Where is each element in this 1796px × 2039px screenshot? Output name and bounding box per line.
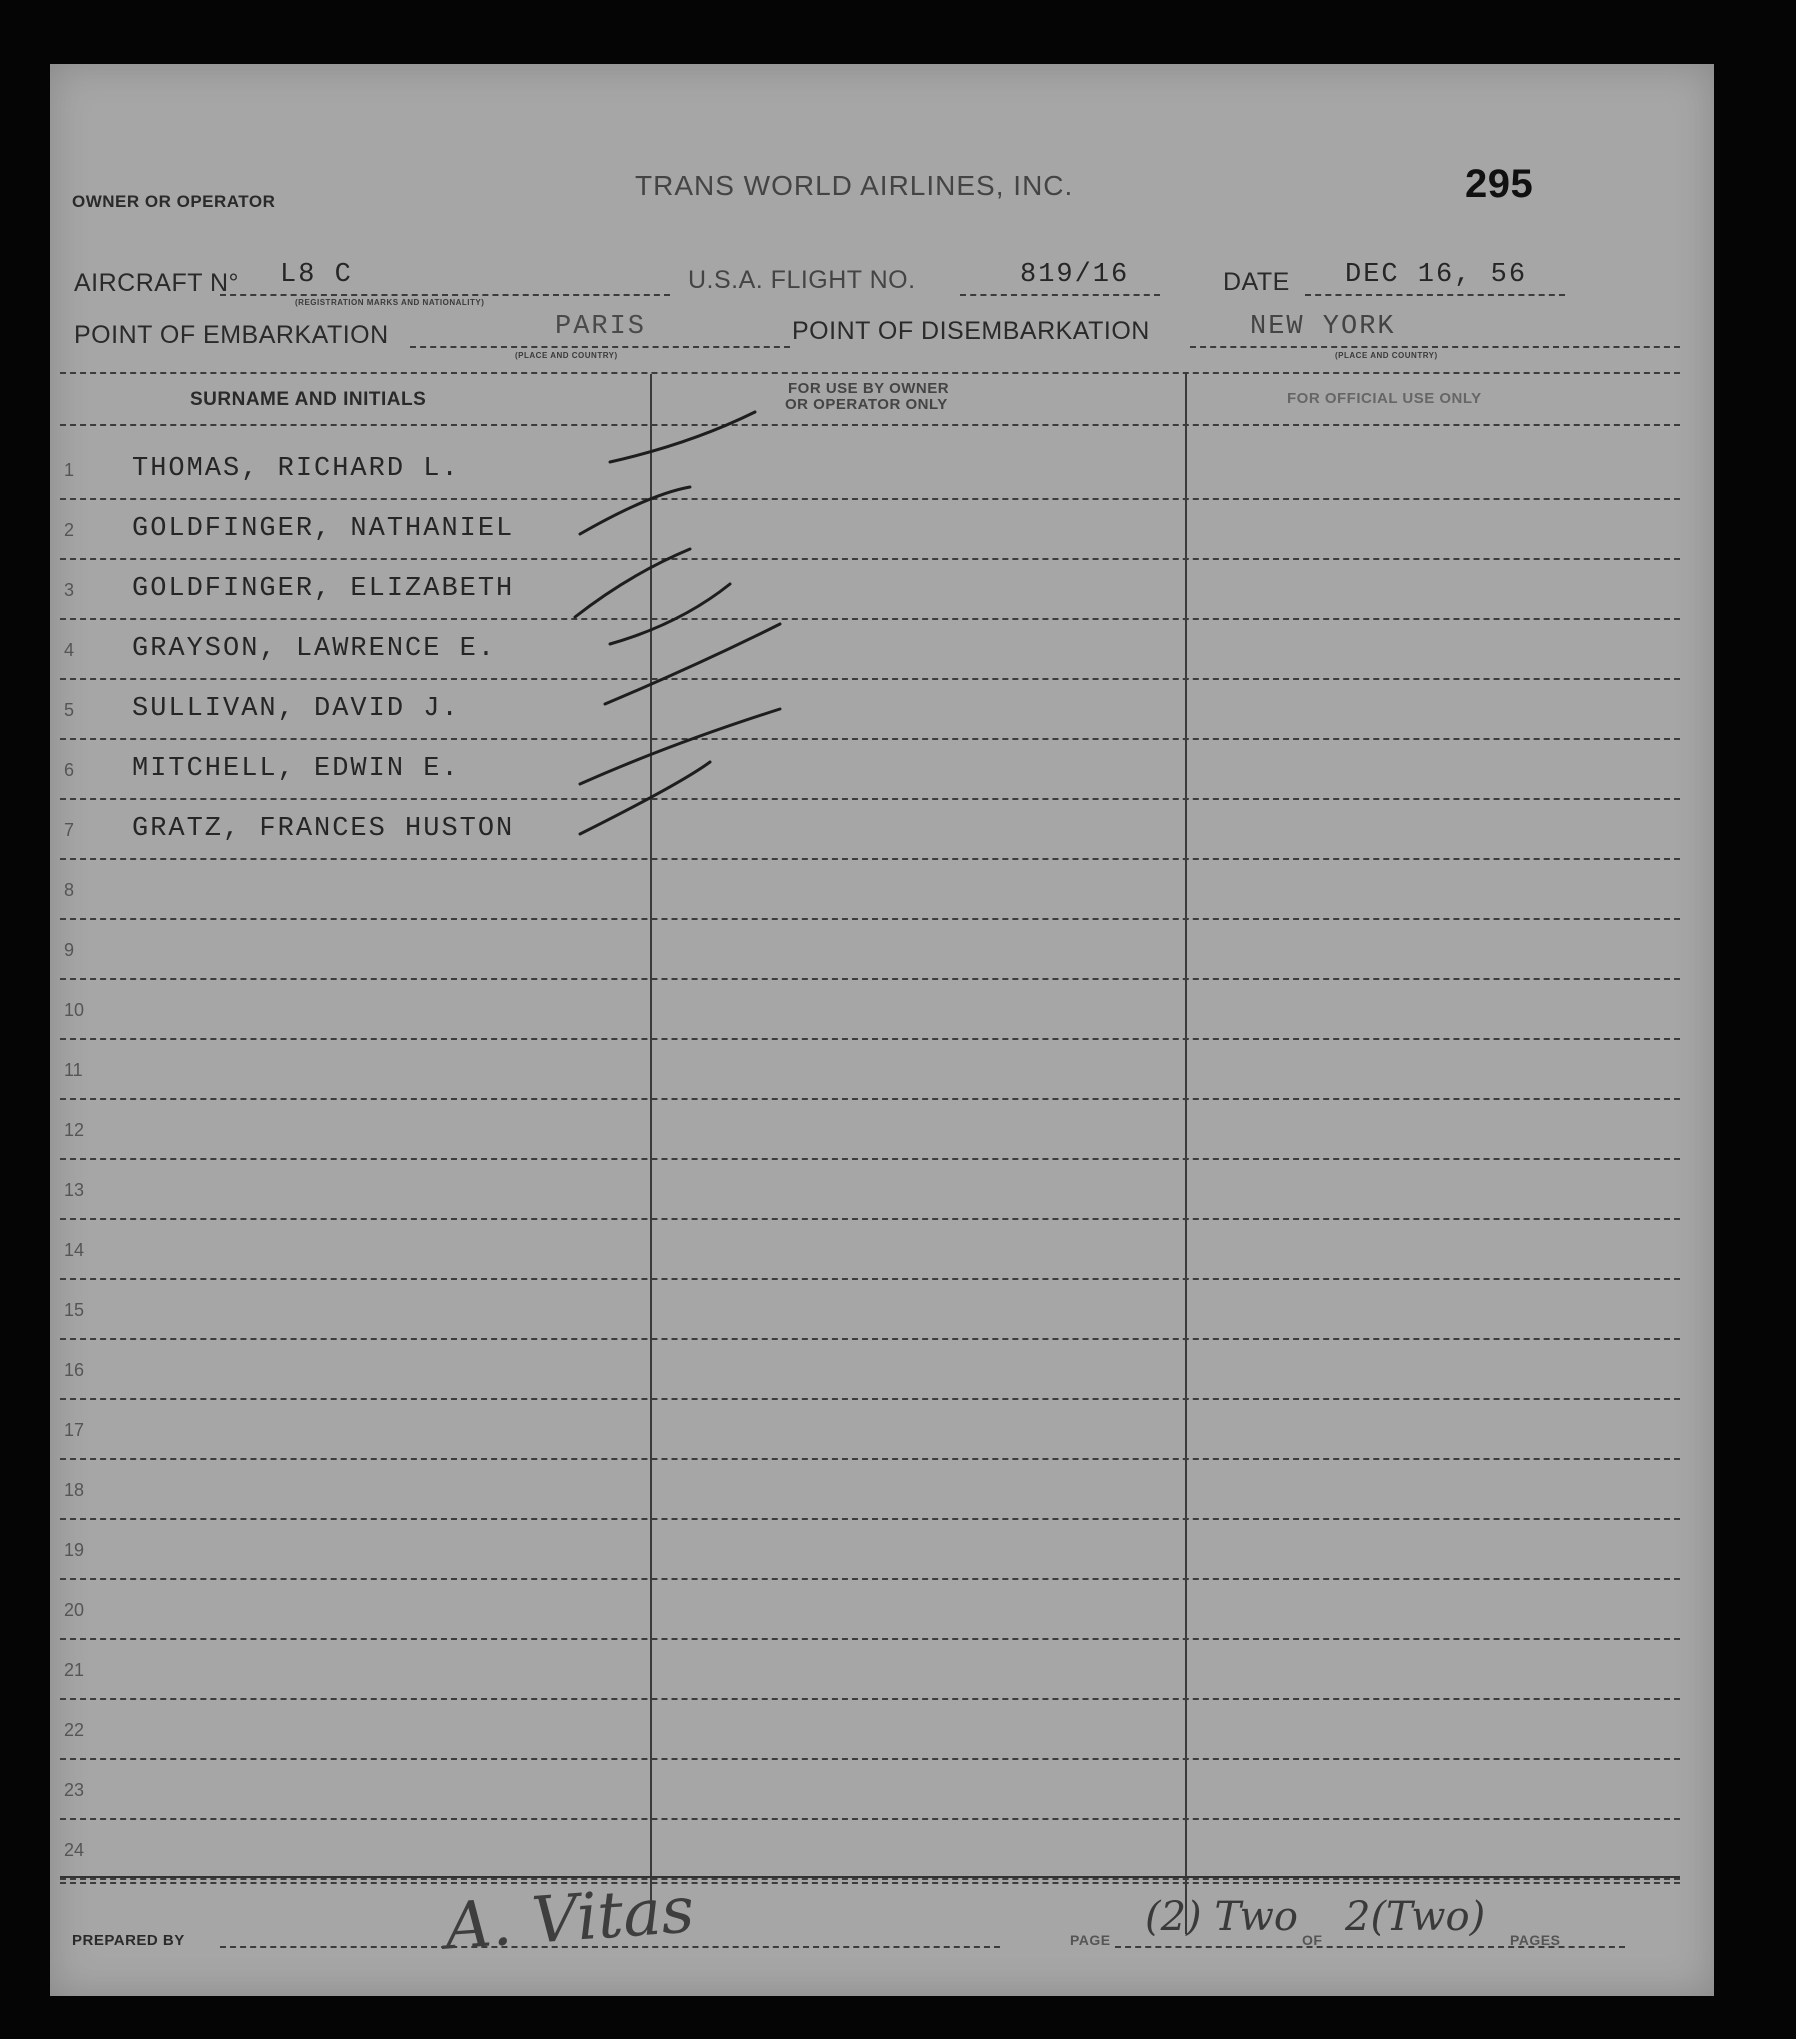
row-number: 8 xyxy=(64,880,75,900)
row-number: 12 xyxy=(64,1120,85,1140)
row-number: 15 xyxy=(64,1300,85,1320)
row-number: 5 xyxy=(64,700,75,720)
row-number: 6 xyxy=(64,760,75,780)
owner-name: TRANS WORLD AIRLINES, INC. xyxy=(635,170,1074,201)
of-label: OF xyxy=(1302,1932,1323,1948)
row-number: 22 xyxy=(64,1720,85,1740)
row-number: 20 xyxy=(64,1600,85,1620)
embarkation-value: PARIS xyxy=(555,312,647,342)
page-value: (2) Two xyxy=(1145,1894,1298,1940)
page-stamp-number: 295 xyxy=(1465,162,1534,206)
column-header-owner-line2: OR OPERATOR ONLY xyxy=(785,396,948,413)
aircraft-sublabel: (REGISTRATION MARKS AND NATIONALITY) xyxy=(295,298,485,307)
date-label: DATE xyxy=(1223,268,1290,296)
passenger-name: GRAYSON, LAWRENCE E. xyxy=(132,634,497,664)
row-number: 11 xyxy=(64,1060,83,1080)
row-number: 23 xyxy=(64,1780,85,1800)
column-header-owner-line1: FOR USE BY OWNER xyxy=(788,380,950,397)
row-number: 1 xyxy=(64,460,75,480)
check-marks xyxy=(50,64,1714,1996)
date-value: DEC 16, 56 xyxy=(1345,260,1528,290)
embarkation-sublabel: (PLACE AND COUNTRY) xyxy=(515,351,618,360)
passenger-name: GOLDFINGER, ELIZABETH xyxy=(132,574,515,604)
passenger-name: SULLIVAN, DAVID J. xyxy=(132,694,460,724)
column-header-name: SURNAME AND INITIALS xyxy=(190,389,427,410)
row-number: 9 xyxy=(64,940,75,960)
pages-label: PAGES xyxy=(1510,1932,1561,1948)
column-header-official: FOR OFFICIAL USE ONLY xyxy=(1287,390,1482,407)
row-number: 7 xyxy=(64,820,75,840)
page-label: PAGE xyxy=(1070,1932,1111,1948)
row-number: 4 xyxy=(64,640,75,660)
row-number: 10 xyxy=(64,1000,85,1020)
row-number: 14 xyxy=(64,1240,85,1260)
disembarkation-value: NEW YORK xyxy=(1250,312,1396,342)
embarkation-label: POINT OF EMBARKATION xyxy=(74,321,389,349)
disembarkation-sublabel: (PLACE AND COUNTRY) xyxy=(1335,351,1438,360)
aircraft-value: L8 C xyxy=(280,260,353,290)
manifest-sheet xyxy=(50,64,1714,1996)
prepared-by-label: PREPARED BY xyxy=(72,1932,185,1949)
row-number: 17 xyxy=(64,1420,85,1440)
passenger-name: GRATZ, FRANCES HUSTON xyxy=(132,814,515,844)
row-number: 19 xyxy=(64,1540,85,1560)
row-number: 3 xyxy=(64,580,75,600)
of-value: 2(Two) xyxy=(1345,1894,1486,1940)
disembarkation-label: POINT OF DISEMBARKATION xyxy=(792,317,1150,345)
passenger-name: THOMAS, RICHARD L. xyxy=(132,454,460,484)
passenger-name: GOLDFINGER, NATHANIEL xyxy=(132,514,515,544)
row-number: 21 xyxy=(64,1660,85,1680)
flight-value: 819/16 xyxy=(1020,260,1130,290)
row-number: 24 xyxy=(64,1840,85,1860)
flight-label: U.S.A. FLIGHT NO. xyxy=(688,266,916,294)
owner-label: OWNER OR OPERATOR xyxy=(72,192,276,211)
row-number: 13 xyxy=(64,1180,85,1200)
row-number: 16 xyxy=(64,1360,85,1380)
aircraft-label: AIRCRAFT N° xyxy=(74,269,240,297)
row-number: 2 xyxy=(64,520,75,540)
row-number: 18 xyxy=(64,1480,85,1500)
prepared-by-signature: A. Vitas xyxy=(442,1873,697,1965)
passenger-name: MITCHELL, EDWIN E. xyxy=(132,754,460,784)
